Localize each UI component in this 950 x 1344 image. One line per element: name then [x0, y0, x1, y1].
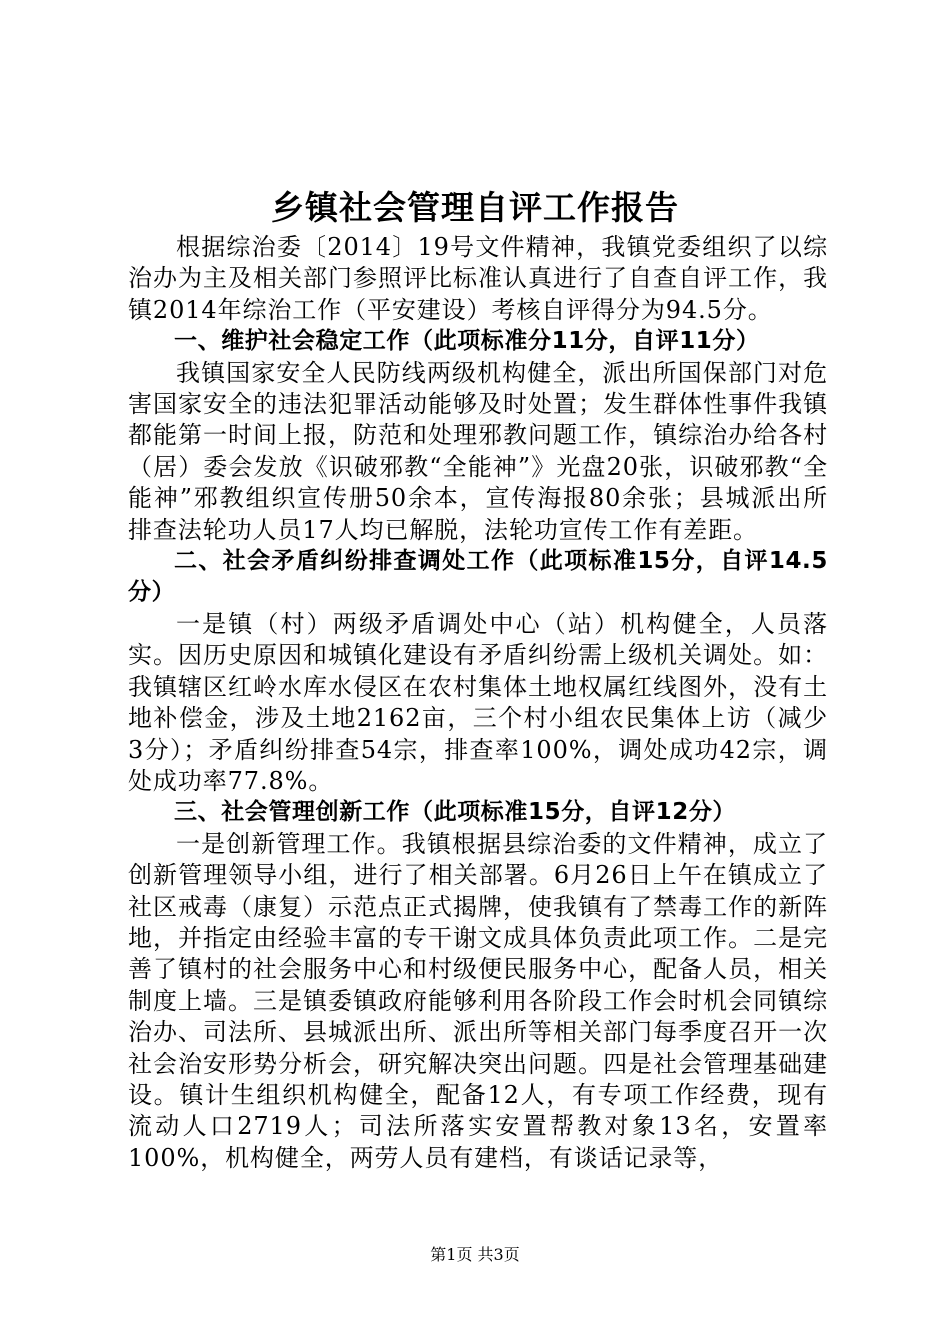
section-1-paragraph: 我镇国家安全人民防线两级机构健全，派出所国保部门对危害国家安全的违法犯罪活动能够及时处置；发生群体性事件我镇都能第一时间上报，防范和处理邪教问题工作，镇综治办给各村（居）委会发放《识破邪教“全能神”》光盘20张，识破邪教“全能神”邪教组织宣传册50余本，宣传海报80余张；县城派出所排查法轮功人员17人均已解脱，法轮功宣传工作有差距。 — [128, 358, 828, 544]
section-heading-3: 三、社会管理创新工作（此项标准15分，自评12分） — [174, 799, 737, 826]
intro-paragraph: 根据综治委〔2014〕19号文件精神，我镇党委组织了以综治办为主及相关部门参照评比标准认真进行了自查自评工作，我镇2014年综治工作（平安建设）考核自评得分为94.5分。 — [128, 233, 828, 324]
page-number-footer: 第1页 共3页 — [430, 1245, 520, 1264]
section-3-paragraph: 一是创新管理工作。我镇根据县综治委的文件精神，成立了创新管理领导小组，进行了相关部署。6月26日上午在镇成立了社区戒毒（康复）示范点正式揭牌，使我镇有了禁毒工作的新阵地，并指定由经验丰富的专干谢文成具体负责此项工作。二是完善了镇村的社会服务中心和村级便民服务中心，配备人员，相关制度上墙。三是镇委镇政府能够利用各阶段工作会时机会同镇综治办、司法所、县城派出所、派出所等相关部门每季度召开一次社会治安形势分析会，研究解决突出问题。四是社会管理基础建设。镇计生组织机构健全，配备12人，有专项工作经费，现有流动人口2719人；司法所落实安置帮教对象13名，安置率100%，机构健全，两劳人员有建档，有谈话记录等， — [128, 829, 828, 1172]
document-title: 乡镇社会管理自评工作报告 — [271, 188, 679, 227]
section-2-paragraph: 一是镇（村）两级矛盾调处中心（站）机构健全，人员落实。因历史原因和城镇化建设有矛盾纠纷需上级机关调处。如：我镇辖区红岭水库水侵区在农村集体土地权属红线图外，没有土地补偿金，涉及土地2162亩，三个村小组农民集体上访（减少3分）；矛盾纠纷排查54宗，排查率100%，调处成功42宗，调处成功率77.8%。 — [128, 609, 828, 795]
section-heading-2: 二、社会矛盾纠纷排查调处工作（此项标准15分，自评14.5分） — [128, 548, 828, 606]
document-body — [128, 232, 828, 1174]
section-heading-1: 一、维护社会稳定工作（此项标准分11分，自评11分） — [174, 328, 760, 355]
